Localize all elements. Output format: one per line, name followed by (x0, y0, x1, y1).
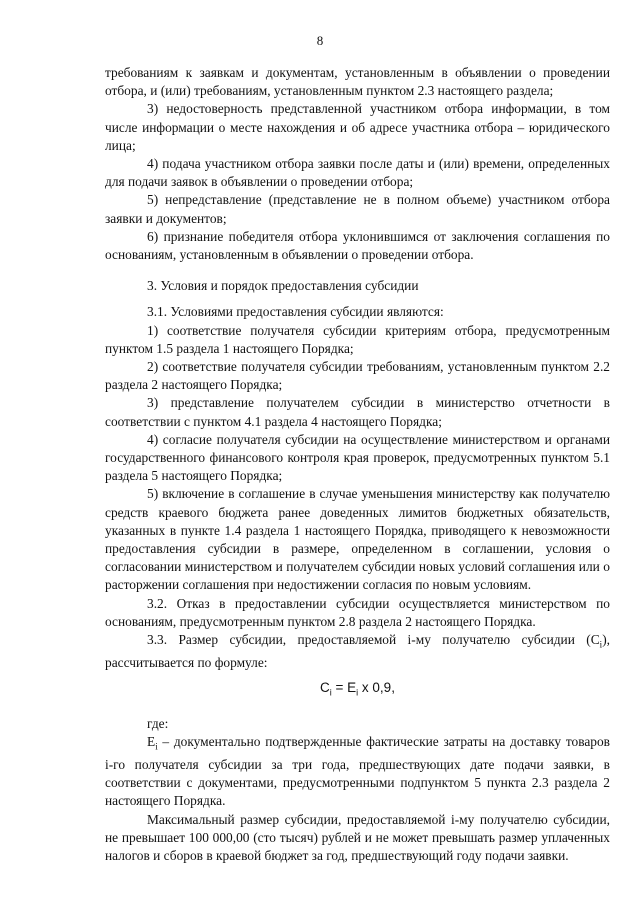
paragraph-3-2: 3.2. Отказ в предоставлении субсидии осуществляется министерством по основаниям, предусмотренным пунктом 2.8 раздела 2 настоящего Порядка. (105, 595, 610, 629)
paragraph-3-3-text-a: 3.3. Размер субсидии, предоставляемой i-му получателю субсидии (C (147, 632, 600, 648)
paragraph-continuation: требованиям к заявкам и документам, установленным в объявлении о проведении отбора, и (или) требованиям, установленным пунктом 2.3 настоящего раздела; (105, 65, 610, 99)
definition-ei (105, 733, 610, 810)
paragraph-max-subsidy: Максимальный размер субсидии, предоставляемой i-му получателю субсидии, не превышает 100 000,00 (сто тысяч) рублей и не может превышать размер уплаченных налогов и сборов в краевой бюджет за год, предшествующий году подачи заявки. (105, 811, 610, 863)
definition-ei-subscript: i (155, 741, 158, 752)
formula (105, 678, 610, 703)
paragraph-item-3: 3) недостоверность представленной участником отбора информации, в том числе информации о месте нахождения и об адресе участника отбора – юридического лица; (105, 101, 610, 153)
section-heading: 3. Условия и порядок предоставления субсидии (147, 278, 419, 294)
paragraph-item-5: 5) непредставление (представление не в полном объеме) участником отбора заявки и документов; (105, 192, 610, 226)
condition-2: 2) соответствие получателя субсидии требованиям, установленным пунктом 2.2 раздела 2 настоящего Порядка; (105, 359, 610, 393)
paragraph-3-1: 3.1. Условиями предоставления субсидии являются: (147, 304, 444, 320)
condition-1: 1) соответствие получателя субсидии критериям отбора, предусмотренным пунктом 1.5 раздела 1 настоящего Порядка; (105, 322, 610, 356)
paragraph-3-3 (105, 631, 610, 672)
condition-4: 4) согласие получателя субсидии на осуществление министерством и органами государственного финансового контроля края проверок, предусмотренных пунктом 5.1 раздела 5 настоящего Порядка; (105, 431, 610, 484)
paragraph-3-3-text-b: ), рассчитывается по формуле: (105, 632, 610, 670)
paragraph-3-3-subscript: i (599, 639, 603, 650)
spacer (105, 295, 610, 303)
document-body (105, 64, 610, 865)
paragraph-item-4: 4) подача участником отбора заявки после даты и (или) времени, определенных для подачи заявок в объявлении о проведении отбора; (105, 156, 610, 190)
page-number: 8 (316, 33, 324, 48)
condition-3: 3) представление получателем субсидии в министерство отчетности в соответствии с пунктом 4.1 раздела 4 настоящего Порядка; (105, 395, 610, 429)
formula-end: x 0,9, (358, 680, 395, 696)
paragraph-item-6: 6) признание победителя отбора уклонившимся от заключения соглашения по основаниям, установленным в объявлении о проведении отбора. (105, 228, 610, 263)
formula-c: C (320, 680, 330, 696)
where-label: где: (147, 715, 169, 731)
condition-5: 5) включение в соглашение в случае уменьшения министерству как получателю средств краевого бюджета ранее доведенных лимитов бюджетных обязательств, указанных в пункте 1.4 раздела 1 настоящего Порядка, приводящего к невозможности предоставления субсидии в размере, определенном в соглашении, условия о согласовании министерством и получателем субсидии новых условий соглашения или о расторжении соглашения при недостижении согласия по новым условиям. (105, 486, 610, 593)
definition-ei-symbol: E (147, 734, 156, 750)
formula-c-subscript: i (329, 687, 332, 698)
formula-e-subscript: i (356, 687, 359, 698)
definition-ei-text: – документально подтвержденные фактические затраты на доставку товаров i-го получателя субсидии за три года, предшествующих дате подачи заявки, в соответствии с документами, предусмотренными подпунктом 5 пункта 2.3 раздела 2 настоящего Порядка. (105, 734, 610, 809)
formula-equals-e: = E (331, 680, 357, 696)
spacer (105, 264, 610, 277)
